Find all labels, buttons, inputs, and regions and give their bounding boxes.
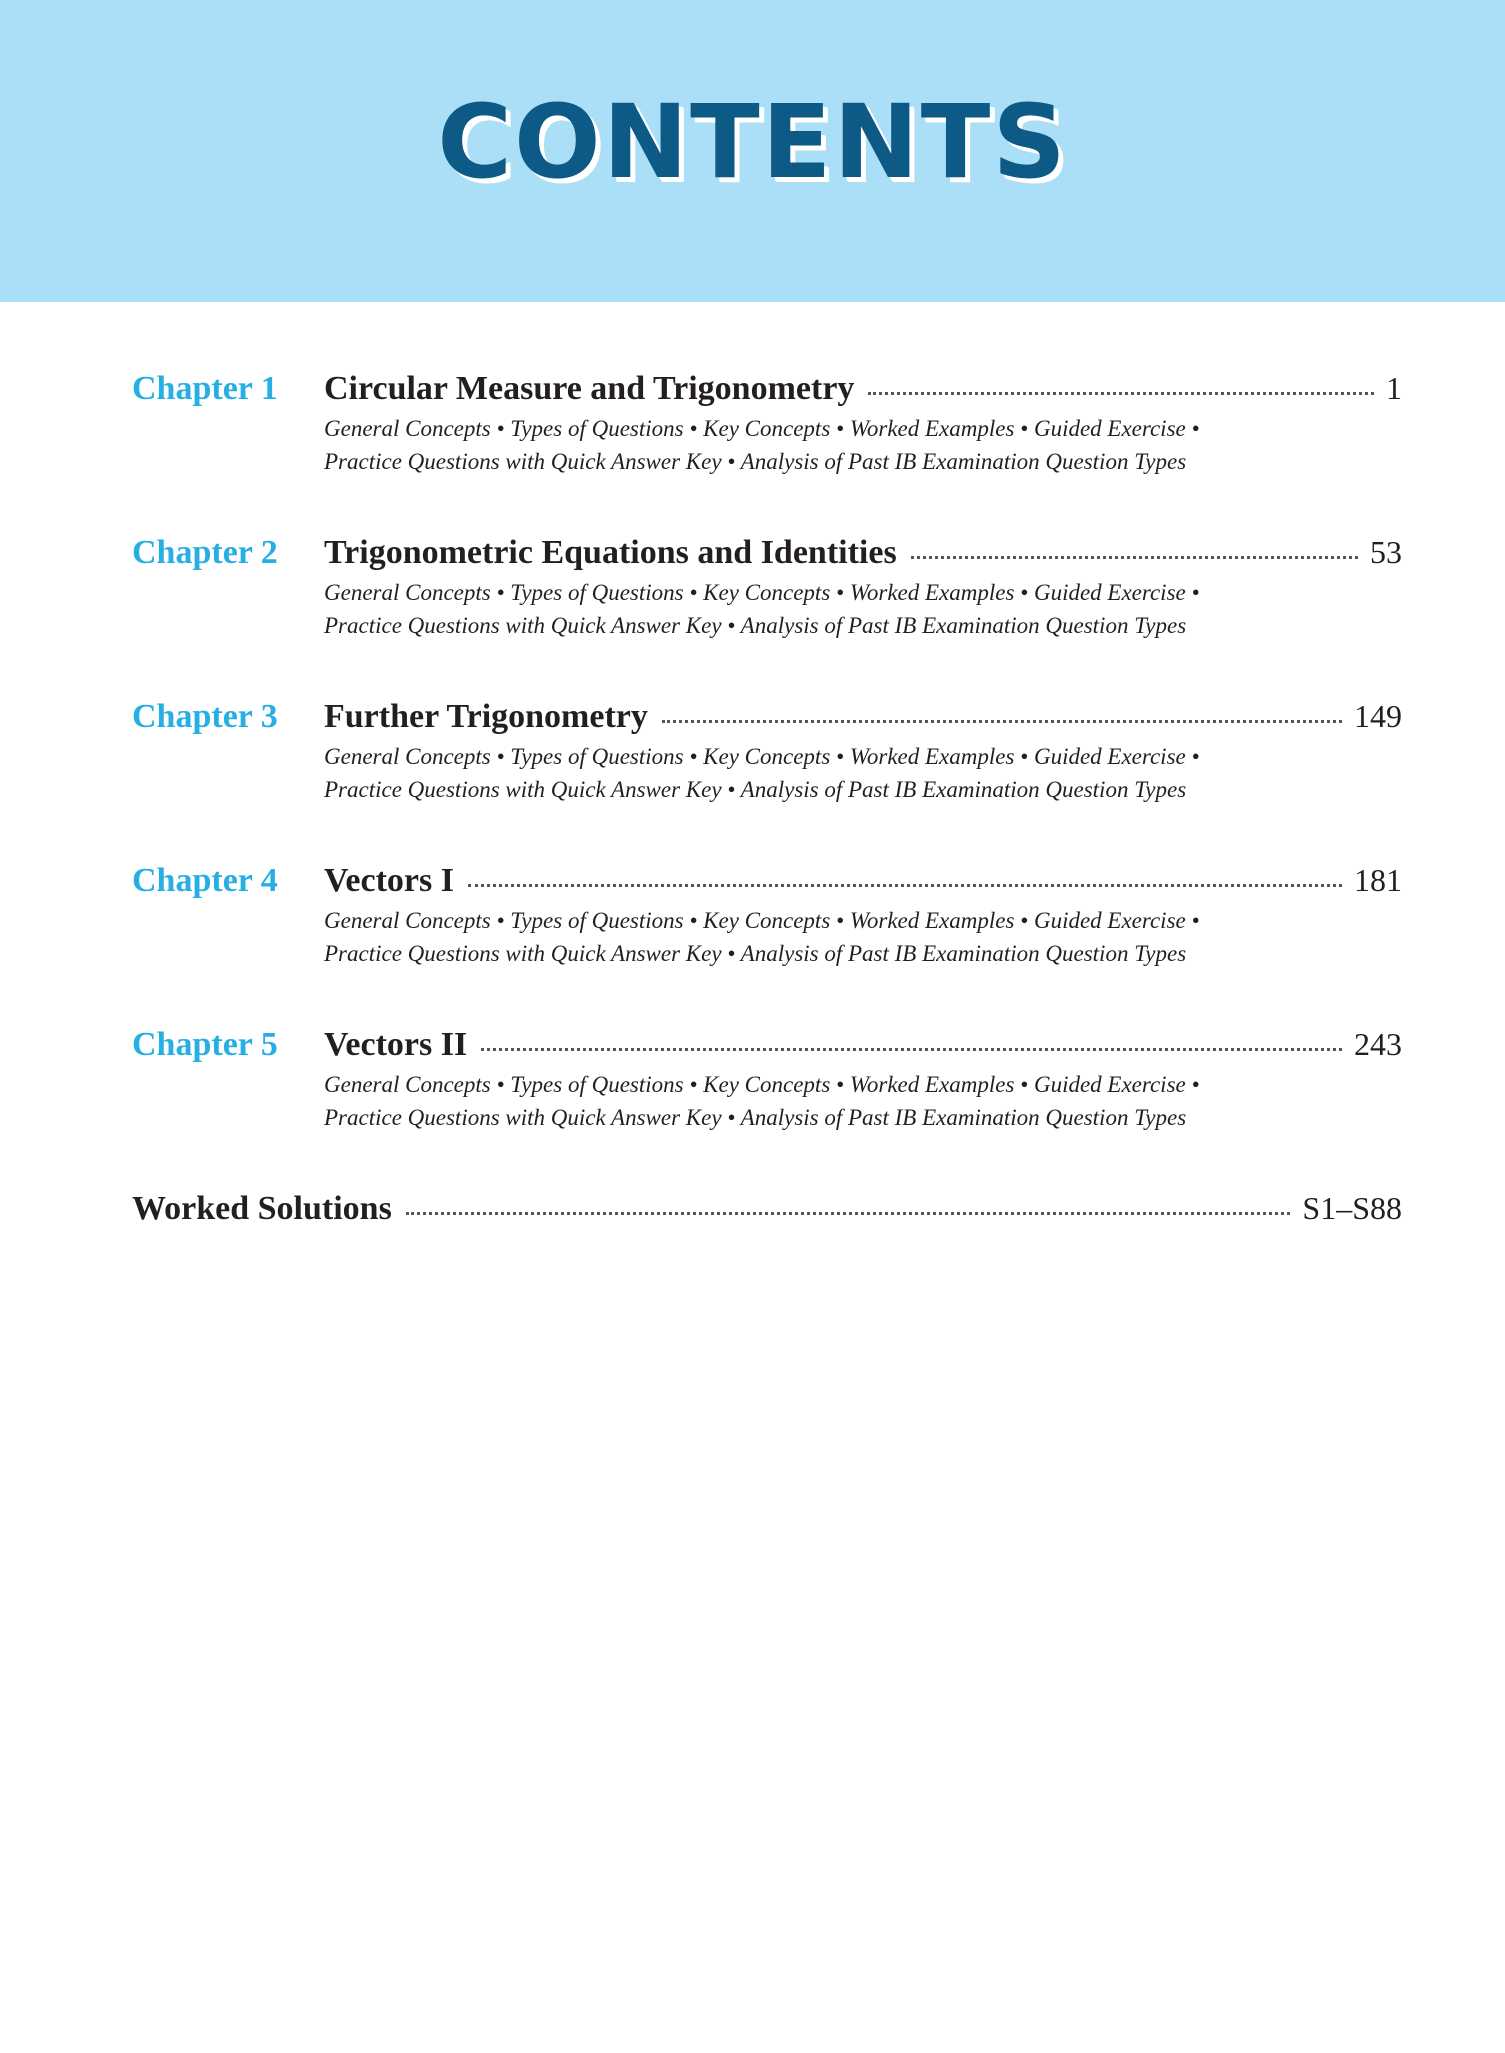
page-number: 243	[1354, 1026, 1402, 1062]
dot-leader	[662, 720, 1342, 723]
subtopics-line: Practice Questions with Quick Answer Key • Analysis of Past IB Examination Question Types	[324, 941, 1187, 966]
subtopics-line: General Concepts • Types of Questions • Key Concepts • Worked Examples • Guided Exercise •	[324, 1072, 1200, 1097]
chapter-label: Chapter 1	[132, 370, 278, 407]
chapter-label: Chapter 2	[132, 534, 278, 571]
chapter-subtopics	[324, 576, 1324, 642]
header-banner	[0, 0, 1505, 302]
chapter-label: Chapter 3	[132, 698, 278, 735]
chapter-subtopics	[324, 1068, 1324, 1134]
dot-leader	[911, 556, 1358, 559]
chapter-title[interactable]: Further Trigonometry	[324, 698, 648, 735]
subtopics-line: Practice Questions with Quick Answer Key • Analysis of Past IB Examination Question Types	[324, 613, 1187, 638]
subtopics-line: General Concepts • Types of Questions • Key Concepts • Worked Examples • Guided Exercise •	[324, 416, 1200, 441]
chapter-title[interactable]: Vectors II	[324, 1026, 468, 1063]
chapter-label: Chapter 5	[132, 1026, 278, 1063]
chapter-title-row	[324, 864, 1402, 898]
chapter-label: Chapter 4	[132, 862, 278, 899]
chapter-title[interactable]: Vectors I	[324, 862, 454, 899]
page-number: 53	[1370, 534, 1402, 570]
chapter-subtopics	[324, 904, 1324, 970]
subtopics-line: Practice Questions with Quick Answer Key • Analysis of Past IB Examination Question Types	[324, 1105, 1187, 1130]
chapter-title-row	[324, 372, 1402, 406]
subtopics-line: General Concepts • Types of Questions • Key Concepts • Worked Examples • Guided Exercise •	[324, 744, 1200, 769]
chapter-subtopics	[324, 740, 1324, 806]
page-number: 1	[1386, 370, 1402, 406]
dot-leader	[406, 1212, 1291, 1215]
dot-leader	[868, 392, 1374, 395]
subtopics-line: Practice Questions with Quick Answer Key • Analysis of Past IB Examination Question Types	[324, 777, 1187, 802]
subtopics-line: Practice Questions with Quick Answer Key • Analysis of Past IB Examination Question Types	[324, 449, 1187, 474]
chapter-subtopics	[324, 412, 1324, 478]
dot-leader	[481, 1048, 1342, 1051]
chapter-title[interactable]: Circular Measure and Trigonometry	[324, 370, 855, 407]
dot-leader	[468, 884, 1342, 887]
page-number: S1–S88	[1302, 1190, 1402, 1226]
subtopics-line: General Concepts • Types of Questions • Key Concepts • Worked Examples • Guided Exercise •	[324, 908, 1200, 933]
subtopics-line: General Concepts • Types of Questions • Key Concepts • Worked Examples • Guided Exercise •	[324, 580, 1200, 605]
page-number: 149	[1354, 698, 1402, 734]
page-title: CONTENTS	[437, 83, 1068, 202]
solutions-title[interactable]: Worked Solutions	[132, 1190, 392, 1227]
toc-entry-worked-solutions[interactable]	[132, 1192, 1402, 1226]
chapter-title-row	[324, 1028, 1402, 1062]
page-number: 181	[1354, 862, 1402, 898]
chapter-title-row	[324, 536, 1402, 570]
chapter-title[interactable]: Trigonometric Equations and Identities	[324, 534, 897, 571]
chapter-title-row	[324, 700, 1402, 734]
